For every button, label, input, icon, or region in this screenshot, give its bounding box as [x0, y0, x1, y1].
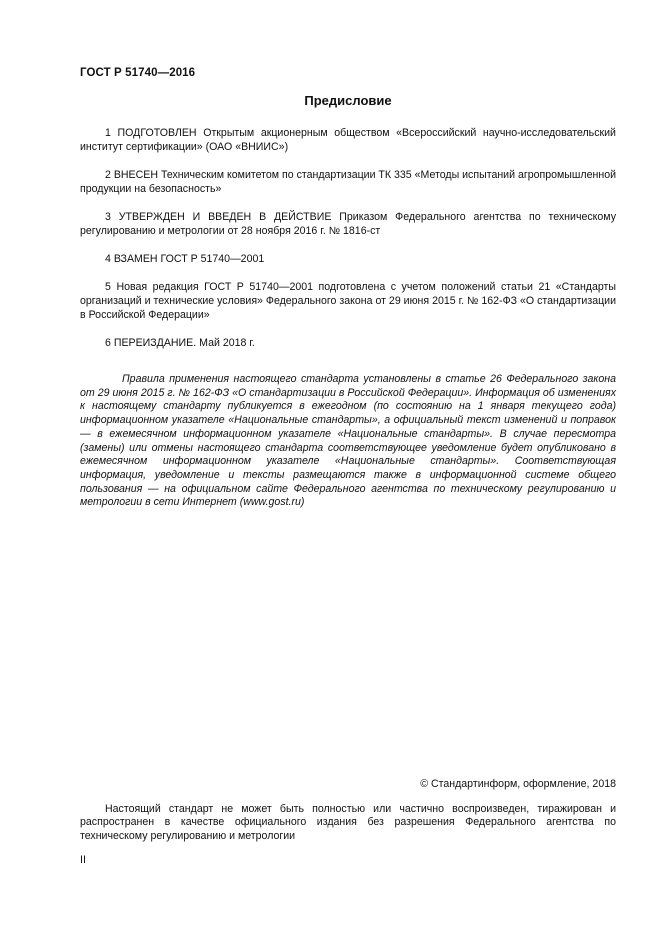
item-label: 3 УТВЕРЖДЕН И ВВЕДЕН В ДЕЙСТВИЕ	[105, 211, 332, 223]
item-label: 6 ПЕРЕИЗДАНИЕ.	[105, 337, 197, 349]
foreword-title: Предисловие	[304, 93, 392, 108]
page-number: II	[80, 854, 86, 866]
standard-code: ГОСТ Р 51740—2016	[80, 67, 196, 79]
application-rules-notice: Правила применения настоящего стандарта установлены в статье 26 Федерального закона от 29 июня 2015 г. № 162-ФЗ «О стандартизации в Российской Федерации». Информация об изменениях к настоящему стандарту публикуется в ежегодном (по состоянию на 1 января текущего года) информационном указателе «Национальные стандарты», а официальный текст изменений и поправок — в ежемесячном информационном указателе «Национальные стандарты». В случае пересмотра (замены) или отмены настоящего стандарта соответствующее уведомление будет опубликовано в ежемесячном информационном указателе «Национальные стандарты». Соответствующая информация, уведомление и тексты размещаются также в информационной системе общего пользования — на официальном сайте Федерального агентства по техническому регулированию и метрологии в сети Интернет (www.gost.ru)	[80, 373, 616, 509]
item-text: Приказом Федерального агентства по техническому регулированию и метрологии от 28 ноября 2016 г. № 1816-ст	[80, 211, 616, 237]
item-text: Техническим комитетом по стандартизации ТК 335 «Методы испытаний агропромышленной продукции на безопасность»	[80, 169, 617, 195]
copyright-line: © Стандартинформ, оформление, 2018	[420, 778, 616, 790]
item-text: Открытым акционерным обществом «Всероссийский научно-исследовательский институт сертификации» (ОАО «ВНИИС»)	[80, 127, 616, 153]
foreword-item-2	[80, 168, 616, 196]
item-label: 5	[105, 281, 111, 293]
foreword-item-6	[80, 336, 616, 350]
foreword-item-1	[80, 126, 616, 154]
item-label: 2 ВНЕСЕН	[105, 169, 158, 181]
foreword-item-3	[80, 210, 616, 238]
foreword-item-5	[80, 280, 616, 322]
item-text: Новая редакция ГОСТ Р 51740—2001 подготовлена с учетом положений статьи 21 «Стандарты организаций и технические условия» Федерального закона от 29 июня 2015 г. № 162-ФЗ «О стандартизации в Российской Федерации»	[80, 281, 617, 321]
item-text: Май 2018 г.	[199, 337, 255, 349]
item-text: ГОСТ Р 51740—2001	[160, 253, 265, 265]
foreword-item-4	[80, 252, 616, 266]
item-label: 1 ПОДГОТОВЛЕН	[105, 127, 197, 139]
foreword-items	[80, 126, 616, 364]
reprint-restriction-notice: Настоящий стандарт не может быть полностью или частично воспроизведен, тиражирован и распространен в качестве официального издания без разрешения Федерального агентства по техническому регулированию и метрологии	[80, 803, 616, 842]
item-label: 4 ВЗАМЕН	[105, 253, 158, 265]
